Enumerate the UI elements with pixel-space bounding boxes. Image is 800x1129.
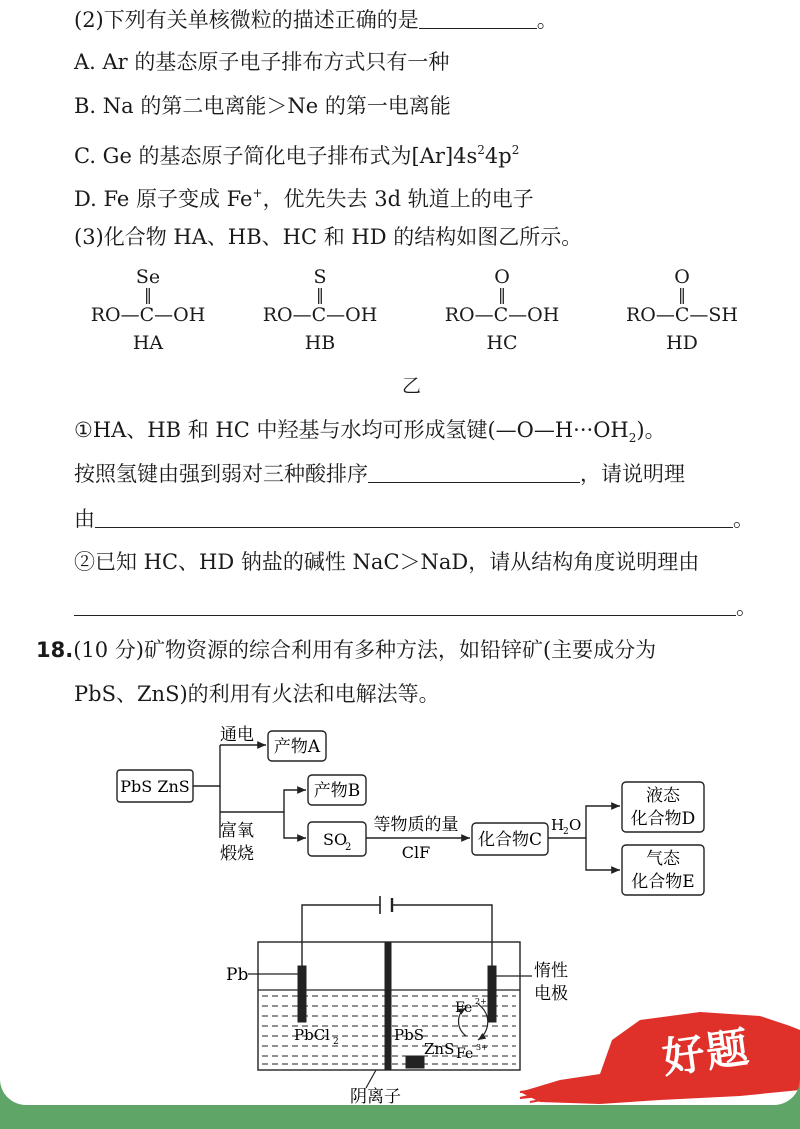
so2-sub: 2 — [345, 842, 352, 853]
option-d: D. Fe 原子变成 Fe+，优先失去 3d 轨道上的电子 — [74, 186, 534, 211]
fuyang-label-1: 富氧 — [220, 821, 254, 841]
structure-hd: O ‖ RO—C—SH HD — [625, 266, 738, 354]
figure-label: 乙 — [402, 375, 422, 397]
q3-stem: (3)化合物 HA、HB、HC 和 HD 的结构如图乙所示。 — [74, 225, 583, 249]
good-question-badge-text: 好题 — [659, 1022, 754, 1083]
q2-stem: (2)下列有关单核微粒的描述正确的是 。 — [74, 8, 558, 32]
h2o-sub: 2 — [563, 827, 569, 837]
q3-part2-answer: 。 — [74, 593, 757, 621]
zns-solid — [406, 1056, 424, 1068]
pb-electrode — [298, 966, 306, 1022]
fe2-label: Fe — [455, 1000, 473, 1016]
q3-part1-line2: 按照氢键由强到弱对三种酸排序 ，请说明理 — [74, 462, 685, 486]
electrolysis-cell — [248, 896, 532, 1088]
q3-part2: ②已知 HC、HD 钠盐的碱性 NaC＞NaD，请从结构角度说明理由 — [74, 550, 700, 574]
structure-hc: O ‖ RO—C—OH HC — [444, 266, 560, 354]
fuyang-label-2: 煅烧 — [220, 844, 254, 864]
equal-amount-label: 等物质的量 — [373, 815, 459, 835]
compound-c-label: 化合物C — [477, 830, 543, 850]
tongdian-label: 通电 — [220, 725, 254, 745]
gas-label-2: 化合物E — [631, 872, 695, 892]
pbcl2-sub: 2 — [333, 1037, 339, 1047]
inert-label-1: 惰性 — [534, 961, 568, 981]
h2o-h: H — [551, 816, 565, 834]
inert-electrode — [488, 966, 496, 1022]
clf-label: ClF — [401, 843, 431, 862]
option-b: B. Na 的第二电离能＞Ne 的第一电离能 — [74, 94, 451, 118]
fe2-sup: 2+ — [475, 997, 487, 1006]
inert-label-2: 电极 — [534, 984, 568, 1004]
fe3-sup: 3+ — [476, 1043, 488, 1052]
h2o-o: O — [569, 816, 582, 834]
membrane-label: 阴离子 — [350, 1087, 401, 1105]
fe3-label: Fe — [456, 1046, 474, 1062]
zns-label: ZnS — [424, 1040, 455, 1058]
q3-part1: ①HA、HB 和 HC 中羟基与水均可形成氢键$(—O—H\cdot\cdot\cdot OH_2)$。 — [74, 418, 666, 445]
ore-label: PbS ZnS — [120, 777, 190, 796]
question-number: 18. — [36, 638, 74, 662]
product-b-label: 产物B — [313, 781, 361, 801]
liquid-label-1: 液态 — [646, 786, 680, 806]
q3-part1-line3: 由 。 — [74, 507, 754, 531]
q18-line2: PbS、ZnS)的利用有火法和电解法等。 — [74, 682, 440, 706]
structure-hb: S ‖ RO—C—OH HB — [262, 266, 378, 354]
gas-label-1: 气态 — [646, 849, 680, 869]
product-a-label: 产物A — [273, 737, 321, 757]
pb-label: Pb — [226, 965, 249, 985]
option-a: A. Ar 的基态原子电子排布方式只有一种 — [74, 50, 450, 74]
pbcl2-label: PbCl — [294, 1026, 330, 1044]
structure-ha: Se ‖ RO—C—OH HA — [90, 266, 206, 354]
anion-membrane — [385, 942, 391, 1070]
q18-line1: 18.(10 分)矿物资源的综合利用有多种方法，如铅锌矿(主要成分为 — [36, 638, 657, 662]
pbs-label: PbS — [394, 1026, 424, 1044]
liquid-label-2: 化合物D — [630, 809, 696, 829]
option-c: C. Ge 的基态原子简化电子排布式为$[Ar]4s^24p^2$ — [74, 143, 520, 168]
so2-label: SO — [323, 830, 348, 849]
